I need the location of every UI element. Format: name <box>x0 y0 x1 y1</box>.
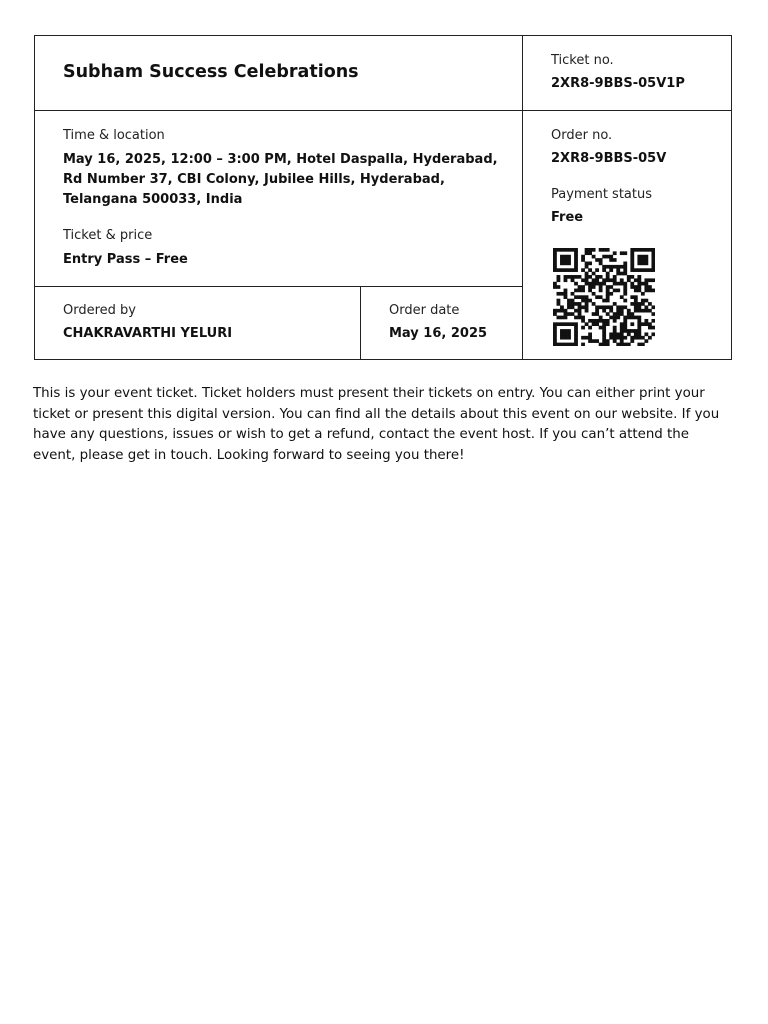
event-ticket <box>34 35 732 360</box>
time-location-line-3: Telangana 500033, India <box>63 192 243 207</box>
ordered-by-cell <box>63 302 353 344</box>
order-number-value: 2XR8-9BBS-05V <box>551 151 667 166</box>
order-date-cell <box>389 302 519 344</box>
ticket-number-value: 2XR8-9BBS-05V1P <box>551 76 685 91</box>
divider-vertical-bottom <box>360 286 361 359</box>
divider-vertical-main <box>522 36 523 359</box>
order-date-value: May 16, 2025 <box>389 326 488 341</box>
ticket-number-cell <box>551 52 726 94</box>
order-number-label: Order no. <box>551 128 613 143</box>
event-title-cell <box>63 61 513 83</box>
ticket-price-cell <box>63 227 518 270</box>
payment-status-cell <box>551 186 726 228</box>
order-date-label: Order date <box>389 303 460 318</box>
time-location-line-1: May 16, 2025, 12:00 – 3:00 PM, Hotel Daspalla, Hyderabad, <box>63 152 498 167</box>
ordered-by-label: Ordered by <box>63 303 136 318</box>
payment-status-value: Free <box>551 210 584 225</box>
payment-status-label: Payment status <box>551 187 652 202</box>
qr-code-icon <box>553 248 655 346</box>
time-location-label: Time & location <box>63 128 165 143</box>
ticket-number-label: Ticket no. <box>551 53 614 68</box>
divider-horizontal-top <box>35 110 731 111</box>
time-location-cell <box>63 127 518 210</box>
ticket-price-label: Ticket & price <box>63 228 153 243</box>
time-location-line-2: Rd Number 37, CBI Colony, Jubilee Hills, Hyderabad, <box>63 172 445 187</box>
divider-horizontal-bottom <box>35 286 522 287</box>
ticket-notice: This is your event ticket. Ticket holders must present their tickets on entry. You can either print your ticket or present this digital version. You can find all the details about this event on our website. If you have any questions, issues or wish to get a refund, contact the event host. If you can’t attend the event, please get in touch. Looking forward to seeing you there! <box>33 386 720 463</box>
event-title: Subham Success Celebrations <box>63 62 359 82</box>
order-number-cell <box>551 127 726 169</box>
ordered-by-value: CHAKRAVARTHI YELURI <box>63 326 233 341</box>
ticket-price-value: Entry Pass – Free <box>63 252 188 267</box>
